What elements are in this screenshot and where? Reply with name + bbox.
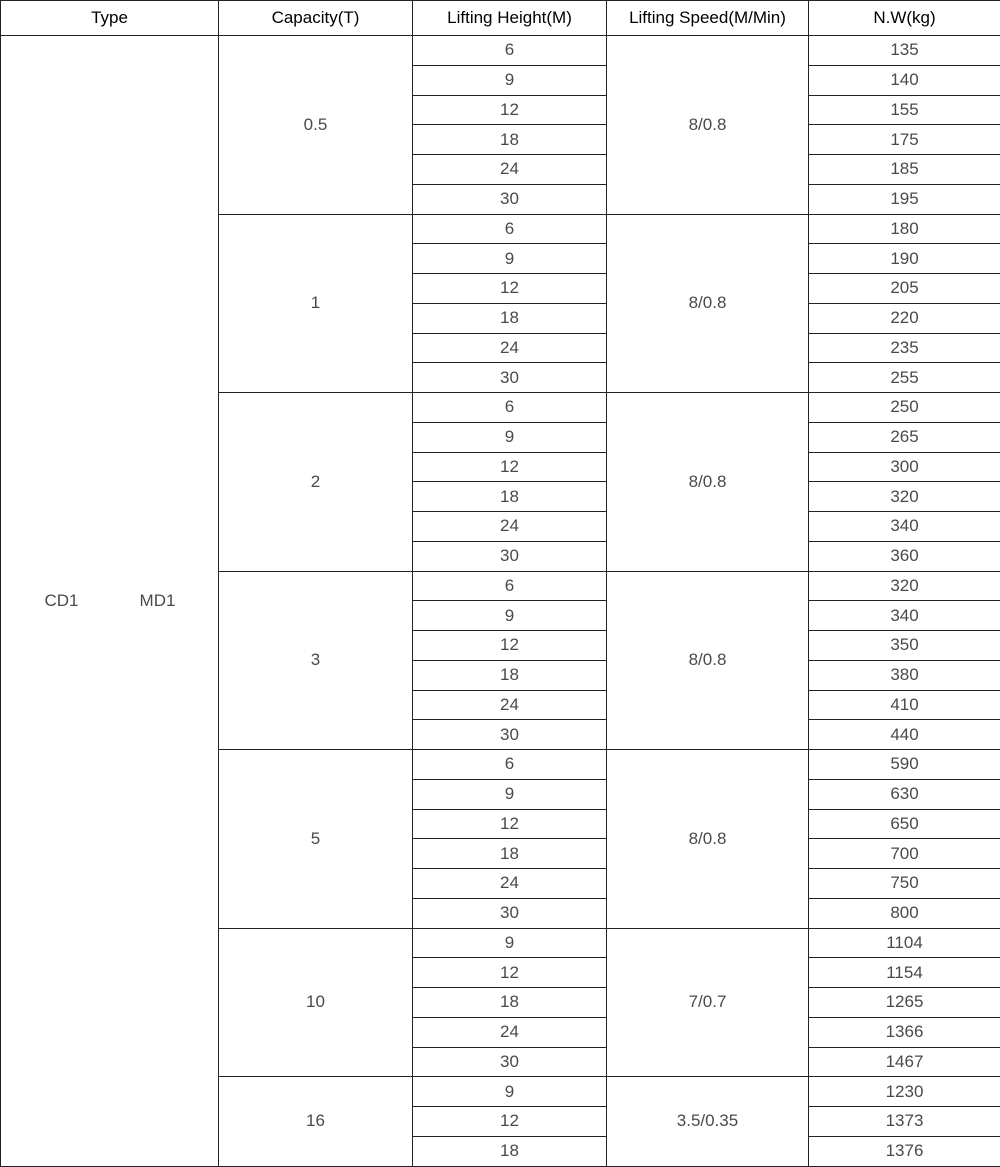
- lifting-speed-cell: 8/0.8: [607, 393, 809, 572]
- table-body: [1, 36, 1000, 1167]
- header-type: Type: [1, 1, 219, 36]
- header-row: [1, 1, 1000, 36]
- lifting-height-cell: 6: [413, 571, 607, 601]
- net-weight-cell: 1376: [809, 1136, 1000, 1166]
- capacity-cell: 1: [219, 214, 413, 393]
- table-row: [1, 36, 1000, 66]
- lifting-speed-cell: 7/0.7: [607, 928, 809, 1077]
- lifting-height-cell: 18: [413, 839, 607, 869]
- lifting-height-cell: 6: [413, 393, 607, 423]
- net-weight-cell: 175: [809, 125, 1000, 155]
- type-cell: [1, 36, 219, 1167]
- type-label: CD1: [44, 590, 79, 610]
- net-weight-cell: 1467: [809, 1047, 1000, 1077]
- net-weight-cell: 205: [809, 274, 1000, 304]
- lifting-speed-cell: 8/0.8: [607, 36, 809, 215]
- lifting-speed-cell: 3.5/0.35: [607, 1077, 809, 1166]
- net-weight-cell: 1265: [809, 988, 1000, 1018]
- lifting-height-cell: 12: [413, 1107, 607, 1137]
- lifting-speed-cell: 8/0.8: [607, 571, 809, 750]
- lifting-height-cell: 24: [413, 1017, 607, 1047]
- net-weight-cell: 320: [809, 482, 1000, 512]
- net-weight-cell: 340: [809, 601, 1000, 631]
- lifting-height-cell: 18: [413, 125, 607, 155]
- net-weight-cell: 410: [809, 690, 1000, 720]
- net-weight-cell: 650: [809, 809, 1000, 839]
- lifting-height-cell: 9: [413, 601, 607, 631]
- lifting-height-cell: 6: [413, 750, 607, 780]
- net-weight-cell: 440: [809, 720, 1000, 750]
- net-weight-cell: 340: [809, 512, 1000, 542]
- net-weight-cell: 360: [809, 541, 1000, 571]
- lifting-speed-cell: 8/0.8: [607, 214, 809, 393]
- net-weight-cell: 300: [809, 452, 1000, 482]
- net-weight-cell: 250: [809, 393, 1000, 423]
- capacity-cell: 16: [219, 1077, 413, 1166]
- lifting-height-cell: 9: [413, 65, 607, 95]
- header-lifting-height: Lifting Height(M): [413, 1, 607, 36]
- lifting-height-cell: 6: [413, 36, 607, 66]
- net-weight-cell: 1373: [809, 1107, 1000, 1137]
- lifting-height-cell: 18: [413, 1136, 607, 1166]
- lifting-height-cell: 18: [413, 482, 607, 512]
- net-weight-cell: 265: [809, 422, 1000, 452]
- header-net-weight: N.W(kg): [809, 1, 1000, 36]
- capacity-cell: 5: [219, 750, 413, 929]
- lifting-height-cell: 30: [413, 184, 607, 214]
- lifting-height-cell: 9: [413, 1077, 607, 1107]
- capacity-cell: 2: [219, 393, 413, 572]
- net-weight-cell: 195: [809, 184, 1000, 214]
- lifting-height-cell: 9: [413, 422, 607, 452]
- lifting-height-cell: 18: [413, 660, 607, 690]
- net-weight-cell: 380: [809, 660, 1000, 690]
- net-weight-cell: 750: [809, 869, 1000, 899]
- lifting-height-cell: 12: [413, 452, 607, 482]
- lifting-height-cell: 30: [413, 1047, 607, 1077]
- lifting-height-cell: 30: [413, 541, 607, 571]
- lifting-height-cell: 12: [413, 274, 607, 304]
- net-weight-cell: 590: [809, 750, 1000, 780]
- lifting-height-cell: 12: [413, 95, 607, 125]
- lifting-height-cell: 9: [413, 779, 607, 809]
- lifting-height-cell: 6: [413, 214, 607, 244]
- lifting-speed-cell: 8/0.8: [607, 750, 809, 929]
- net-weight-cell: 1230: [809, 1077, 1000, 1107]
- net-weight-cell: 180: [809, 214, 1000, 244]
- lifting-height-cell: 24: [413, 869, 607, 899]
- header-lifting-speed: Lifting Speed(M/Min): [607, 1, 809, 36]
- lifting-height-cell: 18: [413, 303, 607, 333]
- lifting-height-cell: 30: [413, 898, 607, 928]
- net-weight-cell: 140: [809, 65, 1000, 95]
- net-weight-cell: 185: [809, 155, 1000, 185]
- header-capacity: Capacity(T): [219, 1, 413, 36]
- net-weight-cell: 700: [809, 839, 1000, 869]
- capacity-cell: 10: [219, 928, 413, 1077]
- capacity-cell: 0.5: [219, 36, 413, 215]
- net-weight-cell: 190: [809, 244, 1000, 274]
- lifting-height-cell: 30: [413, 363, 607, 393]
- net-weight-cell: 255: [809, 363, 1000, 393]
- net-weight-cell: 320: [809, 571, 1000, 601]
- lifting-height-cell: 12: [413, 958, 607, 988]
- net-weight-cell: 235: [809, 333, 1000, 363]
- net-weight-cell: 800: [809, 898, 1000, 928]
- lifting-height-cell: 24: [413, 333, 607, 363]
- net-weight-cell: 155: [809, 95, 1000, 125]
- lifting-height-cell: 24: [413, 155, 607, 185]
- lifting-height-cell: 9: [413, 244, 607, 274]
- lifting-height-cell: 24: [413, 512, 607, 542]
- lifting-height-cell: 24: [413, 690, 607, 720]
- lifting-height-cell: 18: [413, 988, 607, 1018]
- net-weight-cell: 350: [809, 631, 1000, 661]
- net-weight-cell: 220: [809, 303, 1000, 333]
- net-weight-cell: 630: [809, 779, 1000, 809]
- net-weight-cell: 1366: [809, 1017, 1000, 1047]
- type-label: MD1: [139, 590, 176, 610]
- capacity-cell: 3: [219, 571, 413, 750]
- lifting-height-cell: 9: [413, 928, 607, 958]
- net-weight-cell: 1104: [809, 928, 1000, 958]
- net-weight-cell: 1154: [809, 958, 1000, 988]
- lifting-height-cell: 12: [413, 631, 607, 661]
- net-weight-cell: 135: [809, 36, 1000, 66]
- lifting-height-cell: 30: [413, 720, 607, 750]
- lifting-height-cell: 12: [413, 809, 607, 839]
